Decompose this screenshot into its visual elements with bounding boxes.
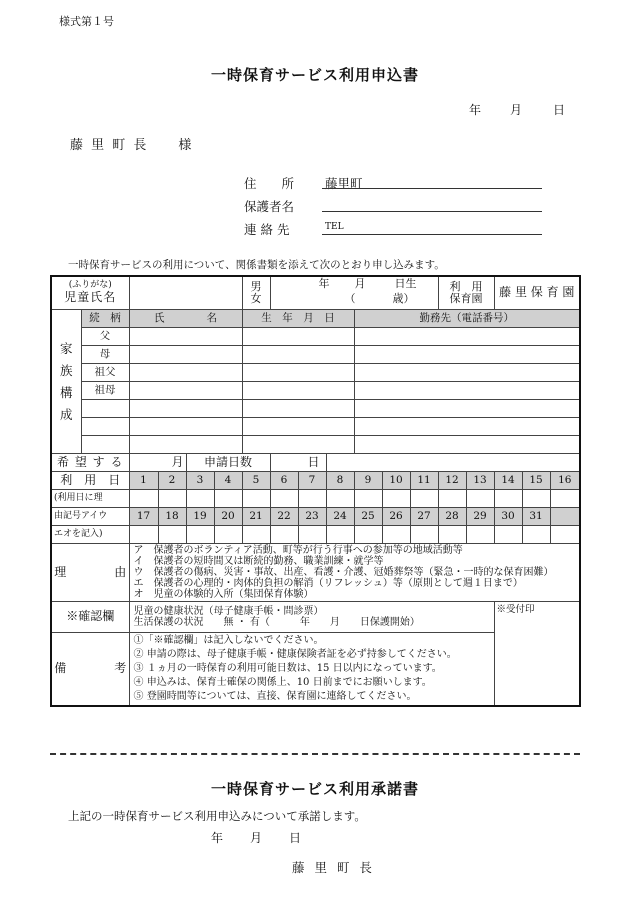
- cut-line: [50, 753, 580, 755]
- day-cell: 8: [326, 472, 354, 490]
- day-cell: 5: [242, 472, 270, 490]
- day-cell: 12: [438, 472, 466, 490]
- age-suffix: 歳）: [392, 292, 415, 305]
- relation-cell: 祖父: [81, 364, 129, 382]
- relation-cell: 母: [81, 346, 129, 364]
- day-entry[interactable]: [270, 526, 298, 544]
- birth-month-label: 月: [354, 277, 366, 290]
- member-birth-cell[interactable]: [242, 328, 354, 346]
- desired-label-5: エオを記入): [51, 526, 129, 544]
- day-entry[interactable]: [326, 526, 354, 544]
- workplace-cell[interactable]: [354, 328, 580, 346]
- day-entry[interactable]: [158, 490, 186, 508]
- day-entry[interactable]: [466, 490, 494, 508]
- member-birth-cell[interactable]: [242, 382, 354, 400]
- sex-female[interactable]: 女: [250, 292, 262, 305]
- workplace-header: 勤務先（電話番号）: [354, 310, 580, 328]
- day-cell: 30: [494, 508, 522, 526]
- date-month: 月: [510, 103, 523, 117]
- day-entry[interactable]: [270, 490, 298, 508]
- workplace-cell[interactable]: [354, 436, 580, 454]
- day-entry[interactable]: [186, 490, 214, 508]
- member-birth-cell[interactable]: [242, 346, 354, 364]
- day-cell: 18: [158, 508, 186, 526]
- relation-cell[interactable]: [81, 418, 129, 436]
- day-cell: 29: [466, 508, 494, 526]
- approval-title: 一時保育サービス利用承諾書: [210, 780, 419, 798]
- welfare-status: 生活保護の状況 無 ・ 有（ 年 月 日保護開始）: [133, 617, 420, 628]
- guardian-line[interactable]: [322, 211, 542, 212]
- date-year: 年: [469, 103, 482, 117]
- day-entry[interactable]: [494, 526, 522, 544]
- day-entry[interactable]: [186, 526, 214, 544]
- child-name-label: [51, 276, 129, 310]
- day-cell: 6: [270, 472, 298, 490]
- use-nursery-label: [438, 276, 494, 310]
- approval-month: 月: [250, 831, 263, 845]
- day-cell: 11: [410, 472, 438, 490]
- use-label: 利 用: [449, 279, 483, 293]
- day-entry[interactable]: [550, 490, 580, 508]
- desired-blank: [326, 454, 580, 472]
- days-count-day-label: 日: [270, 454, 326, 472]
- day-cell: 26: [382, 508, 410, 526]
- day-entry[interactable]: [129, 526, 158, 544]
- application-table: [50, 275, 581, 707]
- member-birth-cell[interactable]: [242, 400, 354, 418]
- days-count-label: 申請日数: [186, 454, 270, 472]
- desired-month-label: 月: [129, 454, 186, 472]
- page-title: 一時保育サービス利用申込書: [210, 66, 419, 84]
- confirm-label: ※確認欄: [51, 602, 129, 633]
- sex-male[interactable]: 男: [250, 279, 262, 293]
- address-line: [322, 188, 542, 189]
- day-entry[interactable]: [382, 526, 410, 544]
- address-value[interactable]: 藤里町: [325, 176, 363, 191]
- day-entry[interactable]: [158, 526, 186, 544]
- day-entry[interactable]: [438, 526, 466, 544]
- health-status: 児童の健康状況（母子健康手帳・問診票）: [133, 606, 324, 617]
- member-name-cell[interactable]: [129, 364, 242, 382]
- day-entry[interactable]: [354, 526, 382, 544]
- day-cell: 22: [270, 508, 298, 526]
- contact-line[interactable]: [322, 234, 542, 235]
- day-entry[interactable]: [242, 490, 270, 508]
- approval-year: 年: [211, 831, 224, 845]
- day-cell: 17: [129, 508, 158, 526]
- day-entry[interactable]: [466, 526, 494, 544]
- reason-item: オ 児童の体験的入所（集団保育体験）: [133, 589, 314, 600]
- day-entry[interactable]: [214, 526, 242, 544]
- sex-field[interactable]: [242, 276, 270, 310]
- member-birth-cell[interactable]: [242, 364, 354, 382]
- note-item: ② 申請の際は、母子健康手帳・健康保険者証を必ず持参してください。: [133, 649, 457, 660]
- guardian-label: 保護者名: [244, 199, 295, 214]
- approval-day: 日: [289, 831, 302, 845]
- member-name-cell[interactable]: [129, 382, 242, 400]
- day-cell: 28: [438, 508, 466, 526]
- day-cell: 27: [410, 508, 438, 526]
- workplace-cell[interactable]: [354, 400, 580, 418]
- member-name-cell[interactable]: [129, 418, 242, 436]
- member-name-header: 氏 名: [129, 310, 242, 328]
- day-cell: 9: [354, 472, 382, 490]
- reason-item: エ 保護者の心理的・肉体的負担の解消（リフレッシュ）等（原則として週１日まで）: [133, 578, 523, 589]
- day-cell: [550, 508, 580, 526]
- age-open-paren: （: [344, 292, 356, 305]
- nursery-name: 藤 里 保 育 園: [494, 276, 580, 310]
- member-name-cell[interactable]: [129, 436, 242, 454]
- day-cell: 31: [522, 508, 550, 526]
- day-cell: 1: [129, 472, 158, 490]
- day-cell: 7: [298, 472, 326, 490]
- day-cell: 10: [382, 472, 410, 490]
- addressee: 藤 里 町 長 様: [70, 138, 194, 153]
- day-cell: 15: [522, 472, 550, 490]
- tel-label: TEL: [325, 222, 344, 232]
- family-char-4: 成: [59, 406, 73, 422]
- reason-item: ア 保護者のボランティア活動、町等が行う行事への参加等の地域活動等: [133, 545, 463, 556]
- day-entry[interactable]: [326, 490, 354, 508]
- workplace-cell[interactable]: [354, 418, 580, 436]
- note-item: ⑤ 登園時間等については、直接、保育園に連絡してください。: [133, 691, 417, 702]
- day-cell: 24: [326, 508, 354, 526]
- day-cell: 14: [494, 472, 522, 490]
- day-cell: 3: [186, 472, 214, 490]
- family-char-2: 族: [59, 362, 73, 378]
- notes-label: 備 考: [51, 633, 129, 707]
- confirm-content: [129, 602, 494, 633]
- day-entry[interactable]: [522, 490, 550, 508]
- day-entry[interactable]: [494, 490, 522, 508]
- day-entry[interactable]: [298, 490, 326, 508]
- child-name-field[interactable]: [129, 276, 242, 310]
- workplace-cell[interactable]: [354, 346, 580, 364]
- day-entry[interactable]: [214, 490, 242, 508]
- family-section-label: [51, 310, 81, 454]
- desired-label-2: 利 用 日: [51, 472, 129, 490]
- relation-header: 続 柄: [81, 310, 129, 328]
- reason-label: 理 由: [51, 544, 129, 602]
- day-entry[interactable]: [438, 490, 466, 508]
- day-cell: 19: [186, 508, 214, 526]
- member-birth-header: 生 年 月 日: [242, 310, 354, 328]
- birthdate-field[interactable]: [270, 276, 438, 310]
- approval-mayor: 藤 里 町 長: [292, 860, 375, 875]
- approval-text: 上記の一時保育サービス利用申込みについて承諾します。: [68, 809, 366, 823]
- workplace-cell[interactable]: [354, 364, 580, 382]
- member-name-cell[interactable]: [129, 400, 242, 418]
- member-name-cell[interactable]: [129, 346, 242, 364]
- notes-list: [129, 633, 494, 707]
- contact-label: 連 絡 先: [244, 222, 290, 237]
- name-label: 児童氏名: [64, 290, 117, 305]
- note-item: ④ 申込みは、保育士確保の関係上、10 日前までにお願いします。: [133, 677, 432, 688]
- family-char-3: 構: [59, 384, 73, 400]
- desired-label-1: 希 望 す る: [51, 454, 129, 472]
- member-birth-cell[interactable]: [242, 418, 354, 436]
- note-item: ①「※確認欄」は記入しないでください。: [133, 635, 324, 646]
- reception-stamp: ※受付印: [494, 602, 580, 707]
- day-entry[interactable]: [410, 526, 438, 544]
- member-name-cell[interactable]: [129, 328, 242, 346]
- date-day: 日: [553, 103, 566, 117]
- day-entry[interactable]: [129, 490, 158, 508]
- family-char-1: 家: [59, 340, 73, 356]
- furigana-label: (ふりがな): [68, 280, 112, 291]
- day-cell: 4: [214, 472, 242, 490]
- reason-item: イ 保護者の短時間又は断続的勤務、職業訓練・就学等: [133, 556, 384, 567]
- day-cell: 23: [298, 508, 326, 526]
- member-birth-cell[interactable]: [242, 436, 354, 454]
- relation-cell[interactable]: [81, 400, 129, 418]
- day-entry[interactable]: [354, 490, 382, 508]
- birth-day-label: 日生: [394, 277, 417, 290]
- day-cell: 20: [214, 508, 242, 526]
- reason-list: [129, 544, 580, 602]
- desired-label-3: (利用日に理: [51, 490, 129, 508]
- day-entry[interactable]: [410, 490, 438, 508]
- day-cell: 16: [550, 472, 580, 490]
- birth-year-label: 年: [318, 277, 330, 290]
- day-cell: 2: [158, 472, 186, 490]
- relation-cell[interactable]: [81, 436, 129, 454]
- form-number: 様式第１号: [59, 15, 114, 28]
- reason-item: ウ 保護者の傷病、災害・事故、出産、看護・介護、冠婚葬祭等（緊急・一時的な保育困難）: [133, 567, 554, 578]
- day-cell: 25: [354, 508, 382, 526]
- day-entry[interactable]: [382, 490, 410, 508]
- day-cell: 13: [466, 472, 494, 490]
- workplace-cell[interactable]: [354, 382, 580, 400]
- desired-label-4: 由記号アイウ: [51, 508, 129, 526]
- day-entry[interactable]: [242, 526, 270, 544]
- relation-cell: 父: [81, 328, 129, 346]
- day-cell: 21: [242, 508, 270, 526]
- day-entry[interactable]: [522, 526, 550, 544]
- nursery-label: 保育園: [449, 292, 483, 305]
- day-entry[interactable]: [298, 526, 326, 544]
- intro-text: 一時保育サービスの利用について、関係書類を添えて次のとおり申し込みます。: [68, 259, 445, 271]
- note-item: ③ １ヵ月の一時保育の利用可能日数は、15 日以内になっています。: [133, 663, 442, 674]
- day-entry[interactable]: [550, 526, 580, 544]
- address-label: 住 所: [244, 176, 295, 191]
- relation-cell: 祖母: [81, 382, 129, 400]
